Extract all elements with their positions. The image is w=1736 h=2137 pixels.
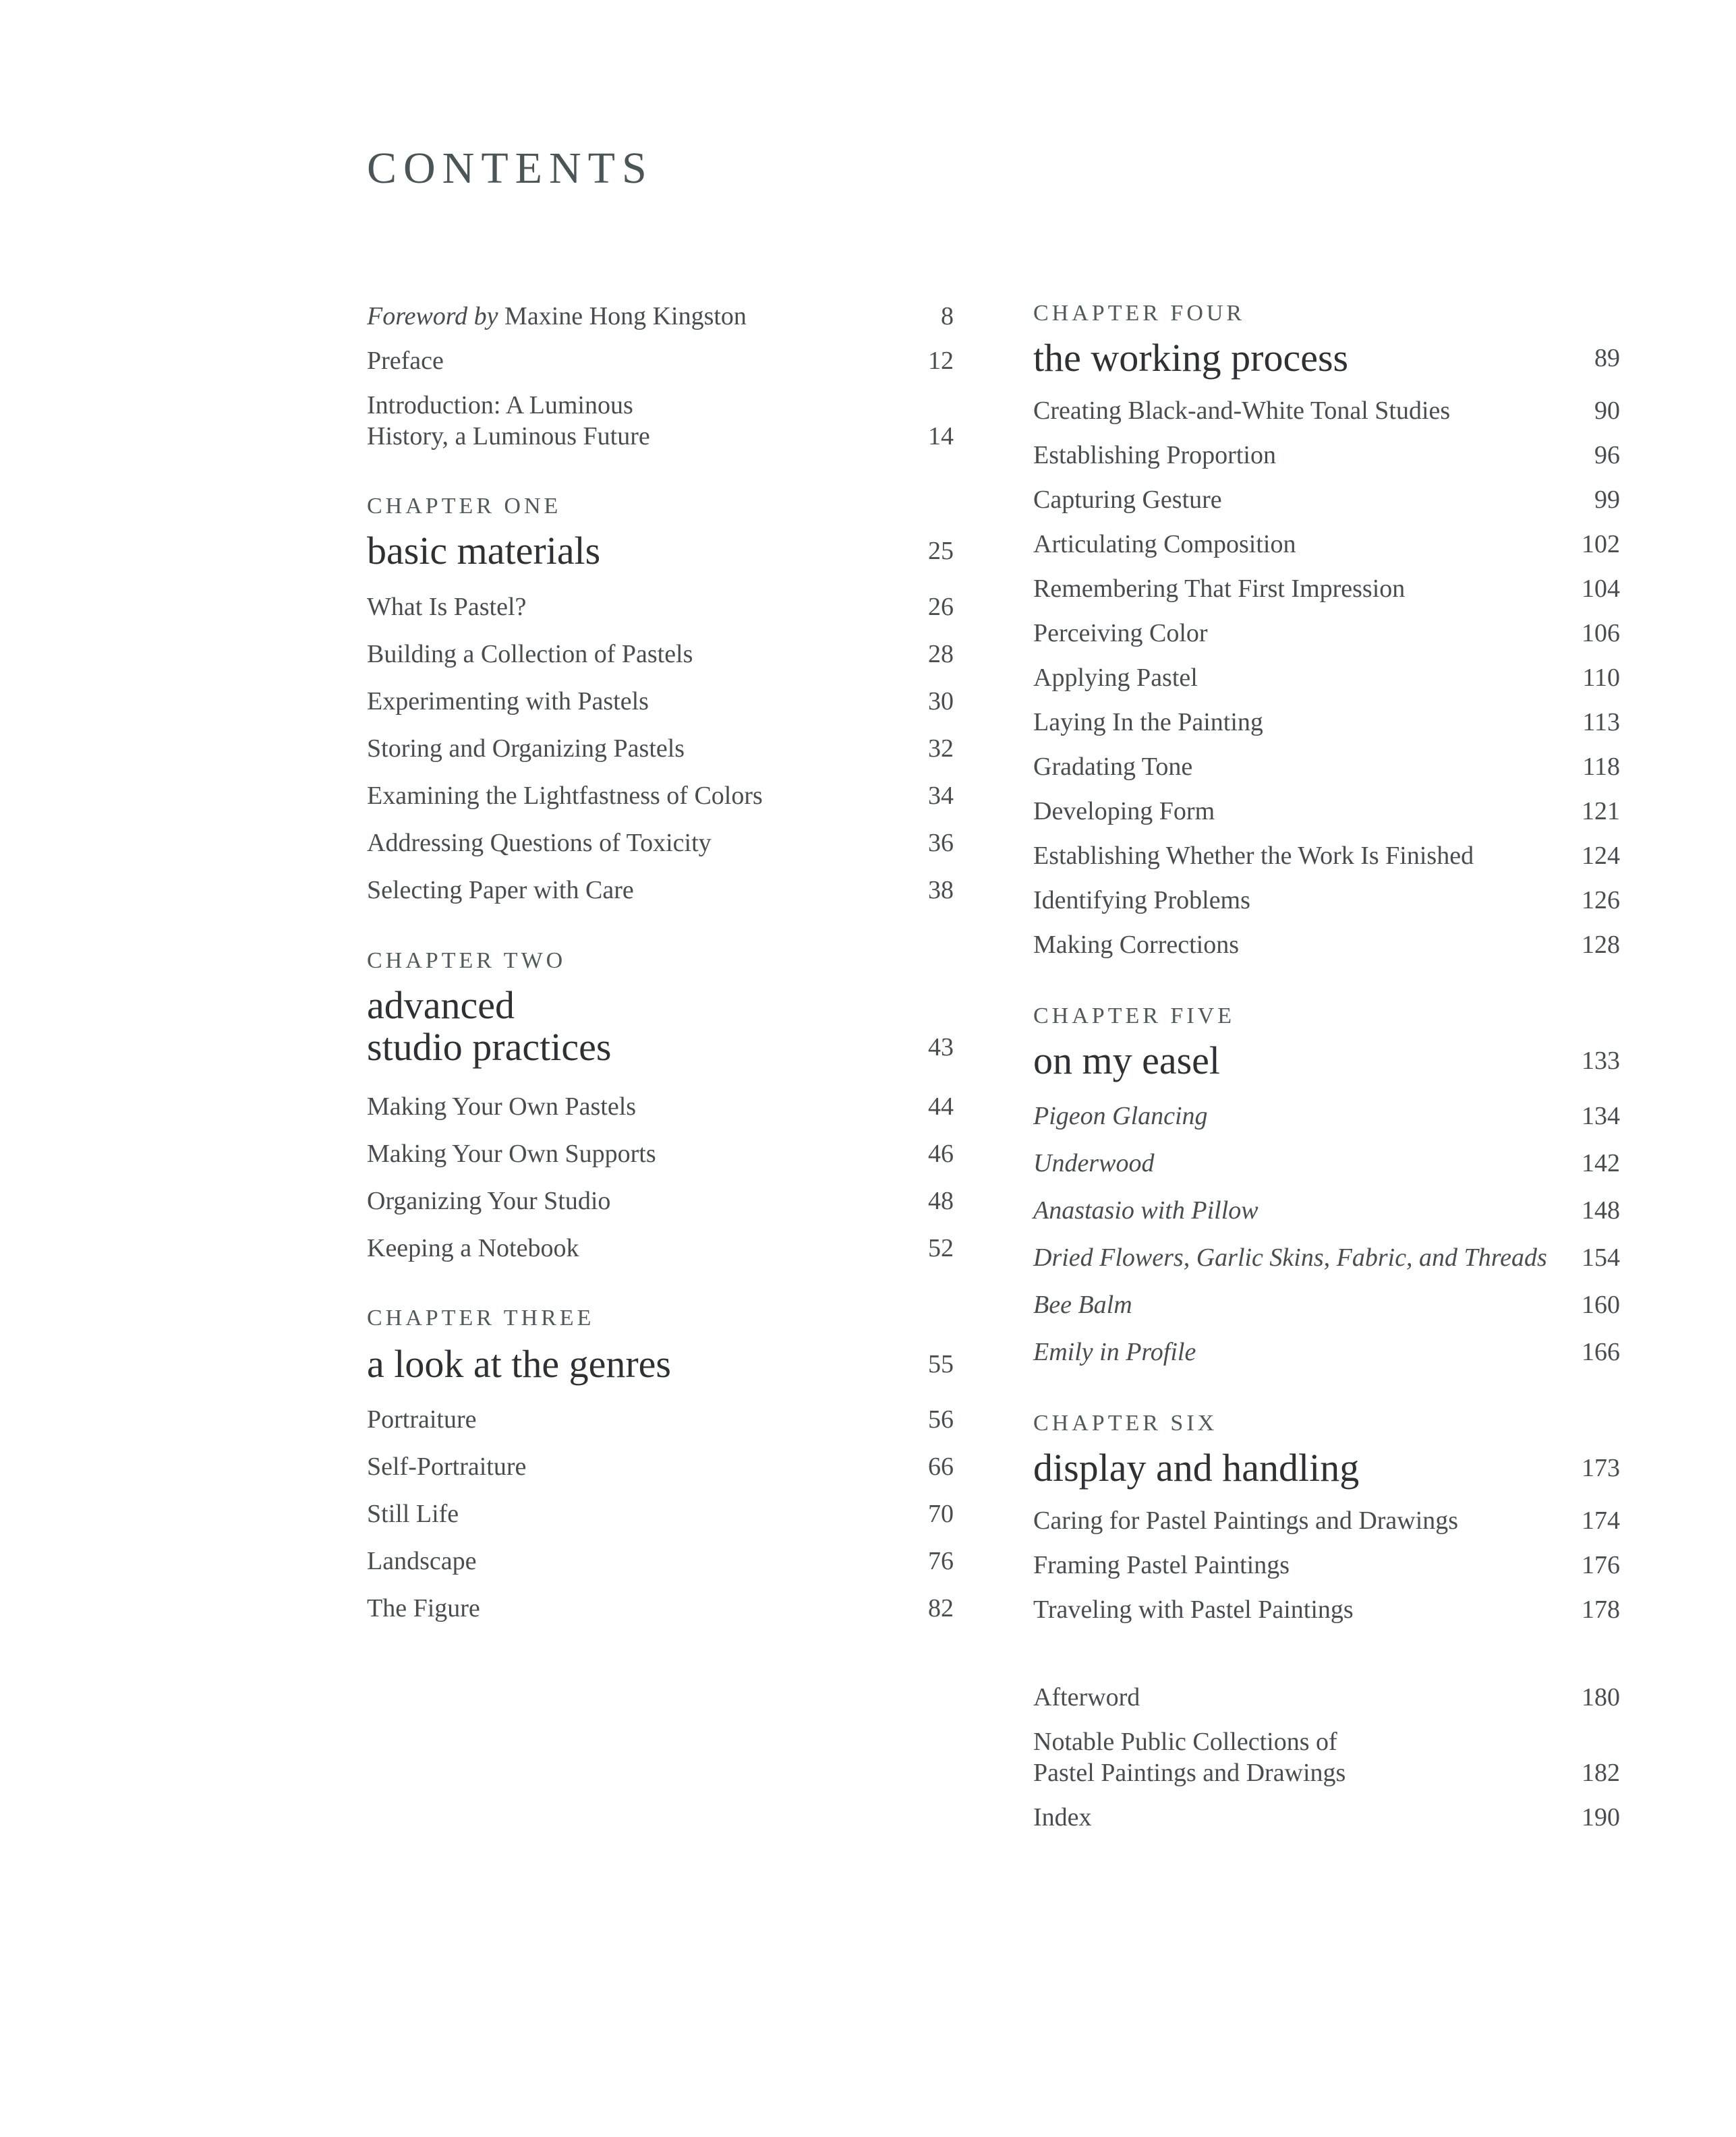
page-number: 36 — [928, 829, 954, 857]
page-number: 133 — [1582, 1047, 1620, 1075]
page-number: 128 — [1582, 931, 1620, 959]
page-number: 30 — [928, 687, 954, 715]
chapter-title[interactable]: on my easel 133 — [1033, 1038, 1620, 1082]
foreword-author: Maxine Hong Kingston — [498, 302, 747, 330]
chapter-heading: CHAPTER FIVE — [1033, 1003, 1235, 1028]
page-number: 66 — [928, 1453, 954, 1481]
chapter-title[interactable]: the working process 89 — [1033, 336, 1620, 380]
page-number: 180 — [1582, 1683, 1620, 1711]
page-number: 174 — [1582, 1506, 1620, 1535]
chapter-title[interactable]: advanced studio practices 43 — [367, 983, 954, 1069]
chapter-heading: CHAPTER TWO — [367, 948, 567, 973]
page-number: 154 — [1582, 1243, 1620, 1272]
chapter-heading: CHAPTER SIX — [1033, 1411, 1218, 1436]
page-number: 99 — [1594, 486, 1620, 514]
entry-label-line1: Introduction: A Luminous — [367, 391, 633, 419]
page-number: 12 — [928, 347, 954, 375]
page-number: 76 — [928, 1547, 954, 1575]
page-number: 25 — [928, 537, 954, 565]
chapter-heading: CHAPTER THREE — [367, 1306, 595, 1330]
page-number: 126 — [1582, 886, 1620, 914]
page-number: 142 — [1582, 1149, 1620, 1177]
page-number: 134 — [1582, 1102, 1620, 1130]
page-number: 89 — [1594, 344, 1620, 372]
page-number: 46 — [928, 1140, 954, 1168]
page-number: 26 — [928, 593, 954, 621]
page-number: 124 — [1582, 842, 1620, 870]
page-number: 56 — [928, 1405, 954, 1434]
page-number: 8 — [941, 302, 954, 330]
page-number: 14 — [928, 422, 954, 450]
page-number: 178 — [1582, 1596, 1620, 1624]
page-number: 113 — [1582, 708, 1620, 736]
page-number: 55 — [928, 1350, 954, 1378]
page-title: CONTENTS — [367, 144, 654, 193]
page-number: 182 — [1582, 1759, 1620, 1787]
page-number: 160 — [1582, 1291, 1620, 1319]
entry-label: Preface — [367, 347, 444, 375]
page-number: 34 — [928, 782, 954, 810]
page-number: 118 — [1582, 753, 1620, 781]
page-number: 32 — [928, 734, 954, 763]
page-number: 106 — [1582, 619, 1620, 647]
page-number: 121 — [1582, 797, 1620, 825]
page-number: 176 — [1582, 1551, 1620, 1579]
page-number: 52 — [928, 1234, 954, 1262]
chapter-title[interactable]: basic materials 25 — [367, 529, 954, 573]
page-number: 70 — [928, 1500, 954, 1528]
chapter-title[interactable]: a look at the genres 55 — [367, 1342, 954, 1386]
chapter-title[interactable]: display and handling 173 — [1033, 1446, 1620, 1490]
page-number: 166 — [1582, 1338, 1620, 1366]
page-number: 44 — [928, 1092, 954, 1121]
page-number: 82 — [928, 1594, 954, 1622]
foreword-italic-label: Foreword by — [367, 302, 498, 330]
page-number: 43 — [928, 1033, 954, 1061]
page-number: 110 — [1582, 664, 1620, 692]
page-number: 104 — [1582, 575, 1620, 603]
page-number: 173 — [1582, 1454, 1620, 1482]
chapter-heading: CHAPTER FOUR — [1033, 301, 1246, 326]
page-number: 38 — [928, 876, 954, 904]
toc-entry-notable-collections[interactable]: Notable Public Collections of Pastel Paintings and Drawings 182 — [1033, 1728, 1620, 1787]
page-number: 102 — [1582, 530, 1620, 558]
entry-label-line2: History, a Luminous Future — [367, 422, 650, 450]
page-number: 48 — [928, 1187, 954, 1215]
chapter-heading: CHAPTER ONE — [367, 494, 562, 519]
page-number: 90 — [1594, 397, 1620, 425]
page-number: 148 — [1582, 1196, 1620, 1225]
toc-entry-introduction[interactable] — [367, 390, 954, 452]
page-number: 96 — [1594, 441, 1620, 469]
page-number: 190 — [1582, 1803, 1620, 1832]
page-number: 28 — [928, 640, 954, 668]
